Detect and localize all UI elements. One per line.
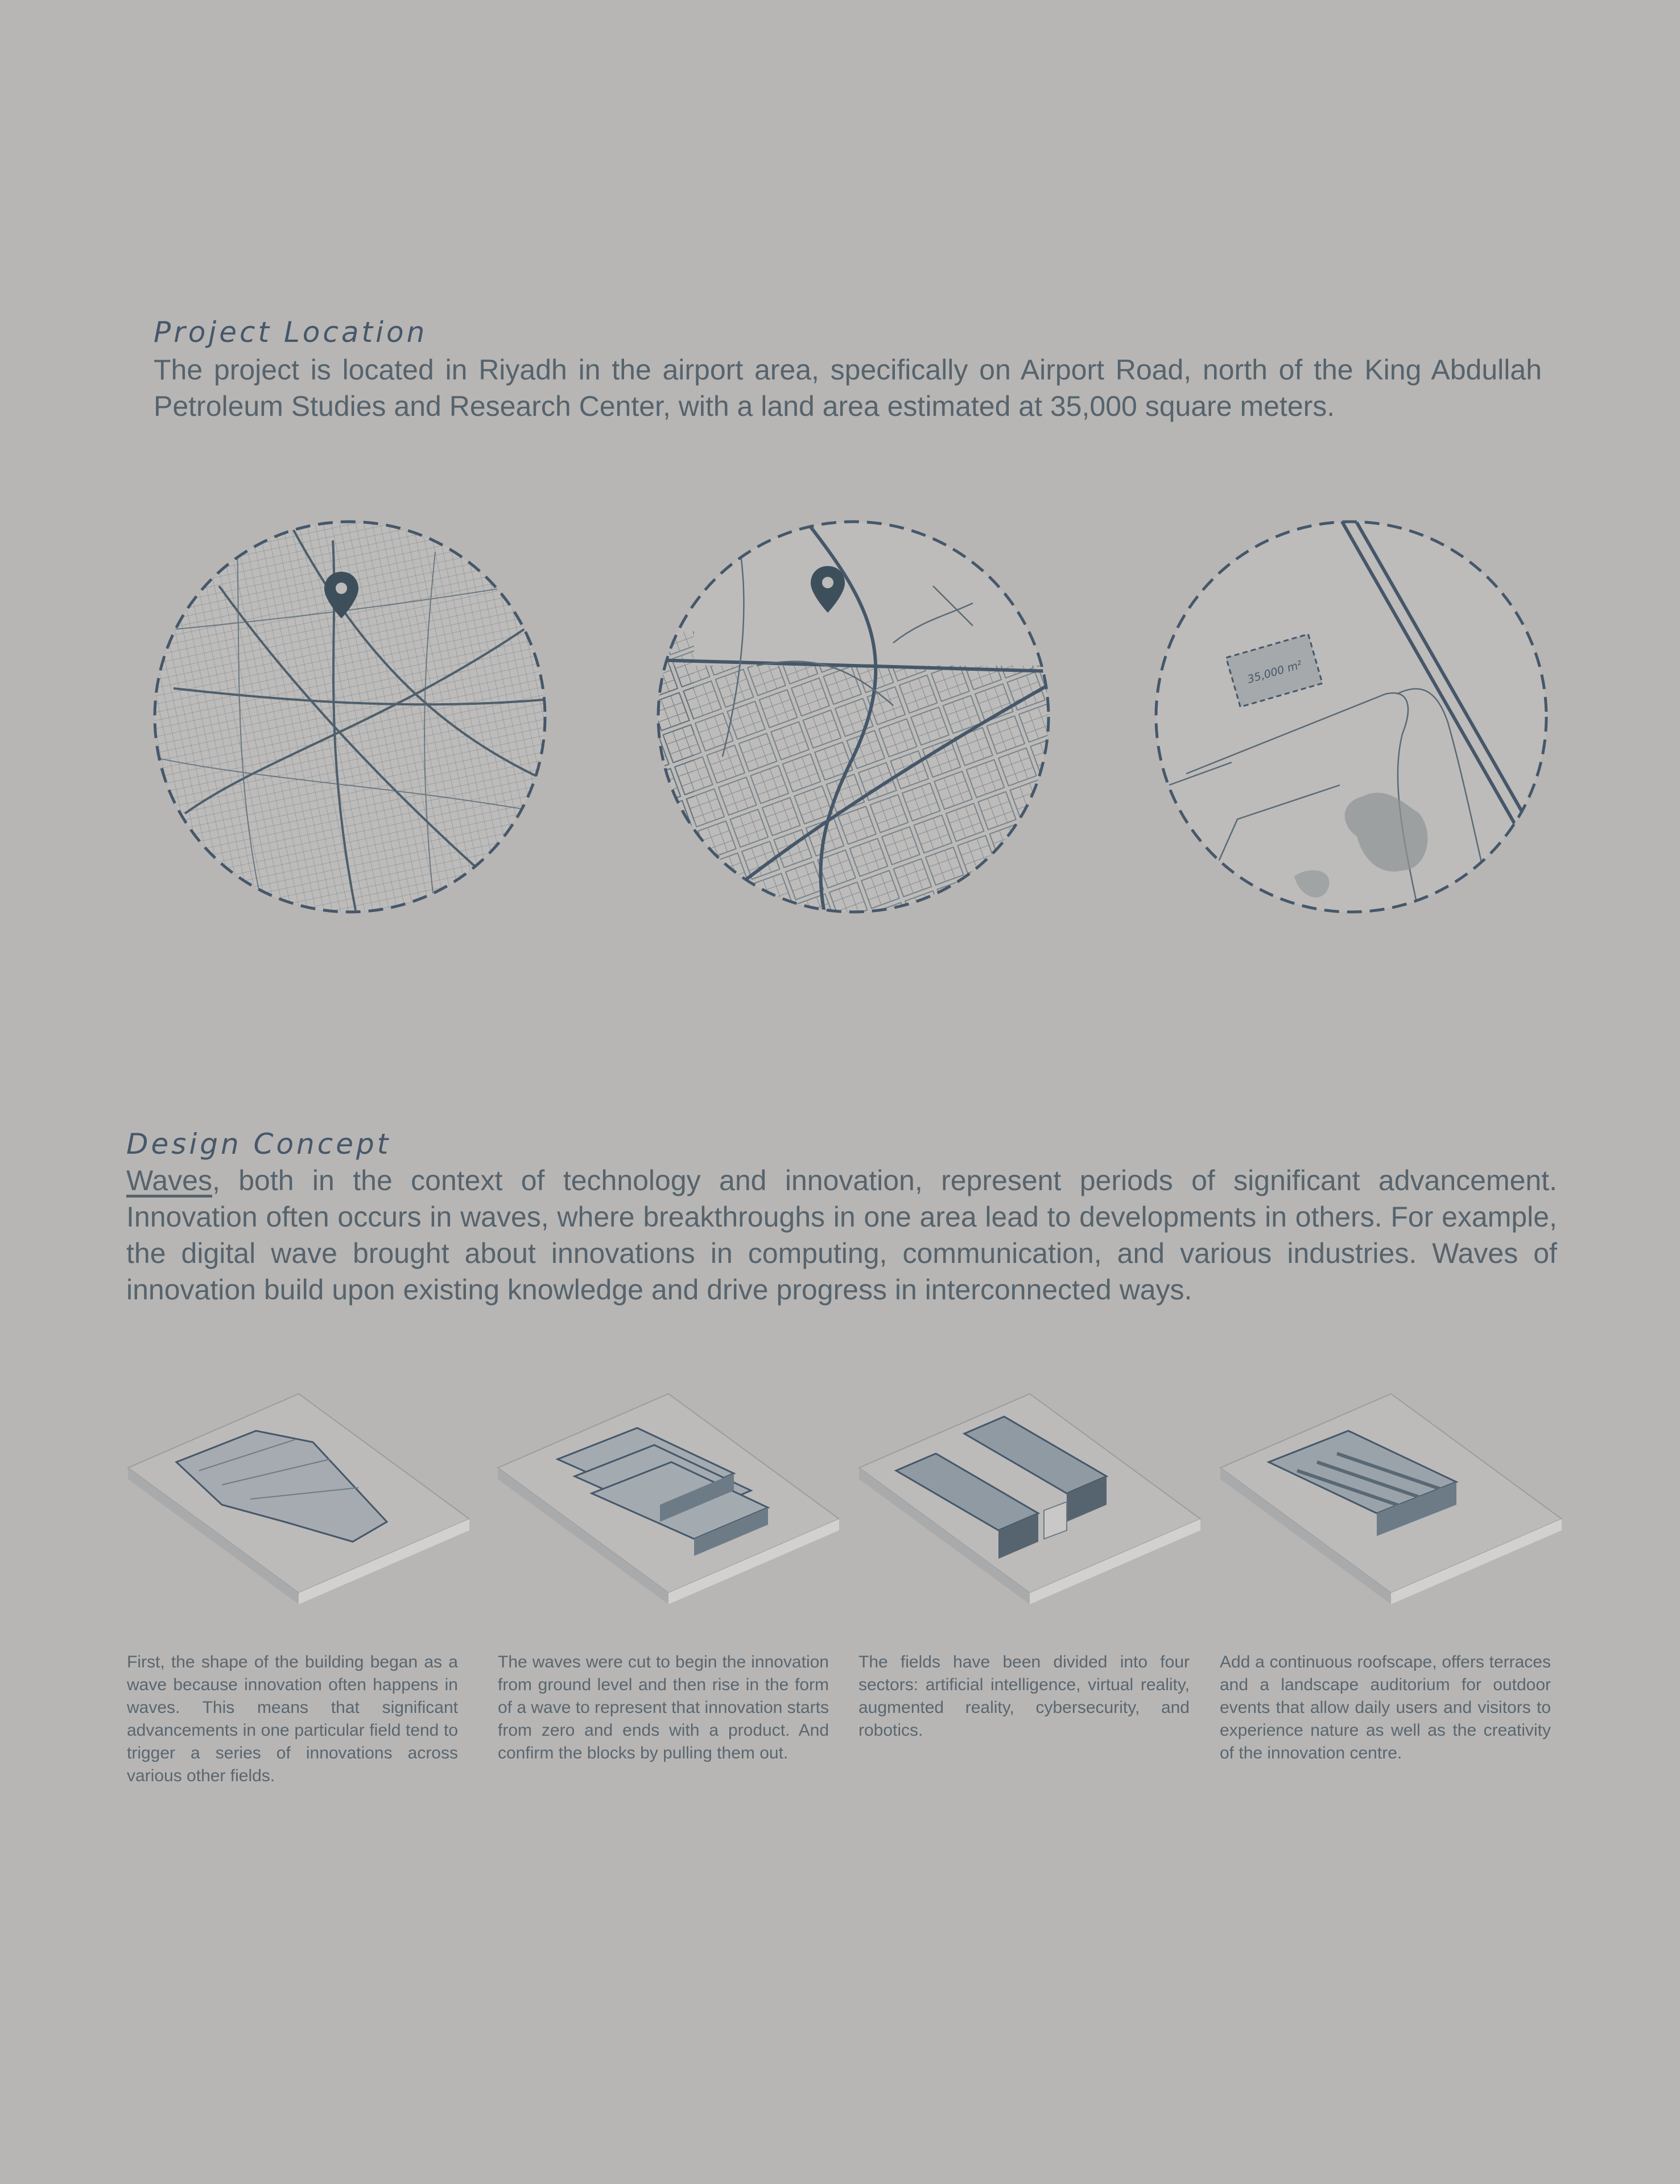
map-district-scale xyxy=(654,518,1052,916)
concept-diagram-3 xyxy=(856,1391,1203,1619)
location-heading: Project Location xyxy=(154,316,428,349)
step-2-caption: The waves were cut to begin the innovation from ground level and then rise in the form of a wave to represent that innovation starts from zero and ends with a product. And confirm the blocks by pulling them out. xyxy=(498,1653,829,1762)
map-site-scale xyxy=(1152,518,1550,916)
concept-body: , both in the context of technology and innovation, represent periods of significant advancement. Innovation often occurs in waves, where breakthroughs in one area lead to developments in others. For example, the digital wave brought about innovations in computing, communication, and various industries. Waves of innovation build upon existing knowledge and drive progress in interconnected ways. xyxy=(126,1165,1557,1306)
site-area-label: 35,000 m² xyxy=(1246,658,1304,686)
concept-text xyxy=(126,1162,1557,1308)
location-text: The project is located in Riyadh in the airport area, specifically on Airport Road, north of the King Abdullah Petroleum Studies and Research Center, with a land area estimated at 35,000 square meters. xyxy=(154,354,1542,422)
step-4-caption: Add a continuous roofscape, offers terraces and a landscape auditorium for outdoor events that allow daily users and visitors to experience nature as well as the creativity of the innovation centre. xyxy=(1220,1653,1551,1762)
concept-heading: Design Concept xyxy=(126,1128,391,1161)
step-1-caption: First, the shape of the building began as a wave because innovation often happens in waves. This means that significant advancements in one particular field tend to trigger a series of innovations across various other fields. xyxy=(127,1653,458,1785)
concept-diagram-1 xyxy=(125,1391,472,1619)
map-city-scale xyxy=(151,518,549,916)
concept-lead-word: Waves xyxy=(126,1165,212,1196)
concept-diagram-4 xyxy=(1217,1391,1565,1619)
step-3-caption: The fields have been divided into four sectors: artificial intelligence, virtual reality, augmented reality, cybersecurity, and robotics. xyxy=(858,1653,1190,1740)
concept-diagram-2 xyxy=(495,1391,842,1619)
